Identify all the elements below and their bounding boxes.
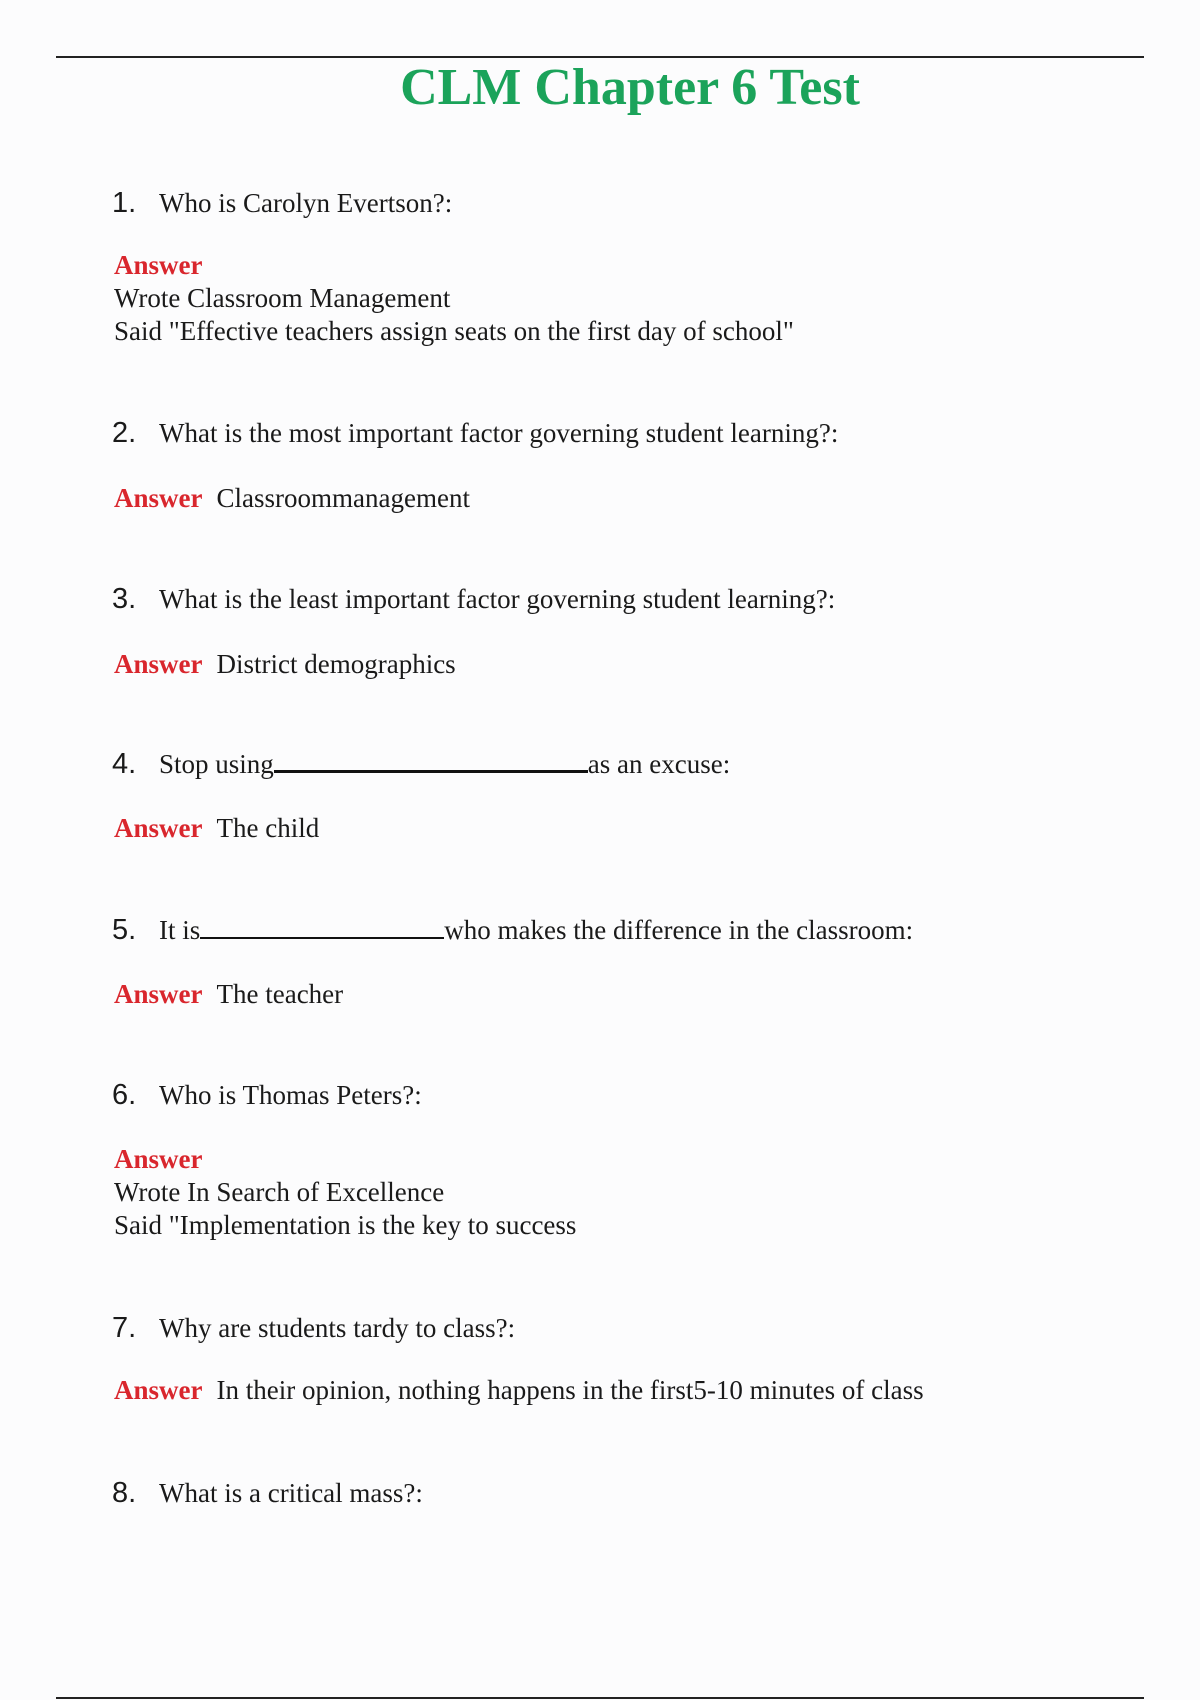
question-4: [112, 747, 730, 781]
answer-text: The teacher: [216, 979, 344, 1009]
question-text-after: as an excuse:: [587, 749, 731, 779]
answer-label: Answer: [114, 1144, 203, 1174]
question-text: Who is Thomas Peters?:: [159, 1080, 422, 1110]
answer-label: Answer: [114, 1375, 203, 1405]
fill-in-blank: [200, 936, 444, 939]
question-7: [112, 1311, 515, 1345]
answer-text: District demographics: [216, 649, 456, 679]
question-3: [112, 582, 835, 616]
question-2: [112, 416, 838, 450]
answer-text: In their opinion, nothing happens in the first5-10 minutes of class: [216, 1375, 924, 1405]
answer-1: [114, 249, 794, 348]
answer-line: Wrote In Search of Excellence: [114, 1177, 445, 1207]
question-text: What is a critical mass?:: [159, 1478, 423, 1508]
answer-5: [114, 978, 343, 1011]
answer-6: [114, 1143, 576, 1242]
answer-line: Said "Implementation is the key to success: [114, 1210, 577, 1240]
answer-line: Wrote Classroom Management: [114, 283, 451, 313]
question-text: Who is Carolyn Evertson?:: [159, 188, 453, 218]
answer-3: [114, 648, 456, 681]
question-1: [112, 186, 452, 220]
answer-7: [114, 1374, 924, 1407]
answer-2: [114, 482, 470, 515]
question-number: 3.: [112, 583, 137, 615]
bottom-rule: [56, 1697, 1144, 1699]
answer-label: Answer: [114, 649, 203, 679]
question-text: What is the least important factor governing student learning?:: [159, 584, 836, 614]
question-number: 8.: [112, 1477, 137, 1509]
answer-label: Answer: [114, 813, 203, 843]
question-text-before: It is: [159, 915, 201, 945]
question-number: 2.: [112, 417, 137, 449]
question-text: Why are students tardy to class?:: [159, 1313, 516, 1343]
fill-in-blank: [274, 769, 588, 773]
question-text-after: who makes the difference in the classroom:: [444, 915, 914, 945]
question-number: 7.: [112, 1312, 137, 1344]
answer-4: [114, 812, 319, 845]
answer-text: The child: [216, 813, 320, 843]
answer-text: Classroommanagement: [216, 483, 470, 513]
question-6: [112, 1078, 422, 1112]
answer-label: Answer: [114, 250, 203, 280]
question-text-before: Stop using: [159, 749, 274, 779]
question-text: What is the most important factor governing student learning?:: [159, 418, 839, 448]
answer-label: Answer: [114, 979, 203, 1009]
answer-line: Said "Effective teachers assign seats on the first day of school": [114, 316, 794, 346]
question-number: 5.: [112, 914, 137, 946]
answer-label: Answer: [114, 483, 203, 513]
question-5: [112, 913, 913, 947]
question-number: 6.: [112, 1079, 137, 1111]
page-title: CLM Chapter 6 Test: [400, 59, 860, 116]
question-number: 4.: [112, 748, 137, 780]
question-8: [112, 1476, 423, 1510]
question-number: 1.: [112, 187, 137, 219]
